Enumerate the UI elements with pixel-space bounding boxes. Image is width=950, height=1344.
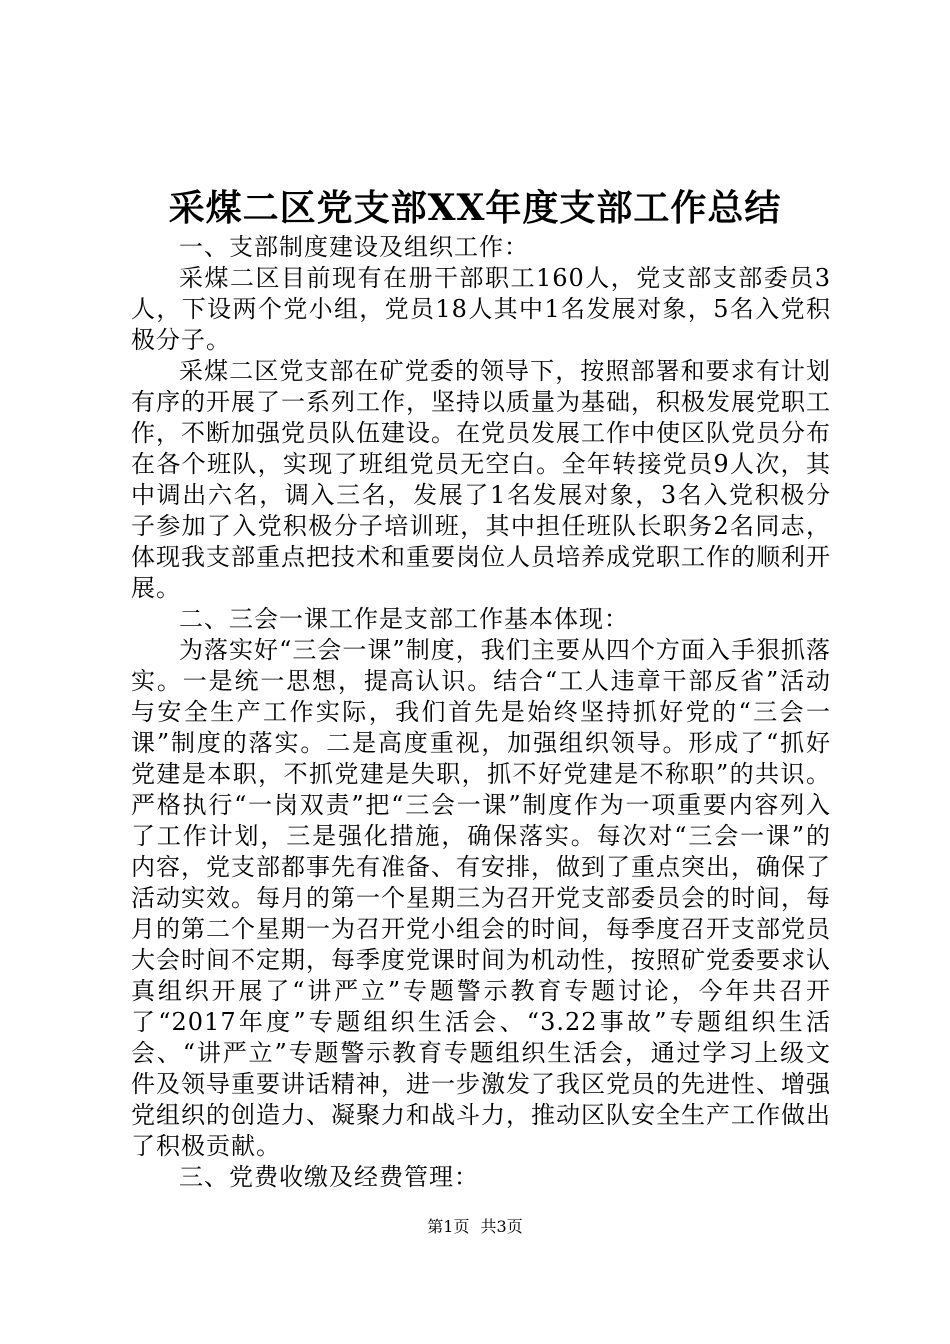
page-total: 共3页 bbox=[480, 1217, 523, 1236]
page-number: 第1页 bbox=[427, 1217, 470, 1236]
document-body bbox=[131, 232, 831, 1193]
paragraph-1-2: 采煤二区党支部在矿党委的领导下，按照部署和要求有计划有序的开展了一系列工作，坚持以质量为基础，积极发展党职工作，不断加强党员队伍建设。在党员发展工作中使区队党员分布在各个班队，实现了班组党员无空白。全年转接党员9人次，其中调出六名，调入三名，发展了1名发展对象，3名入党积极分子参加了入党积极分子培训班，其中担任班队长职务2名同志，体现我支部重点把技术和重要岗位人员培养成党职工作的顺利开展。 bbox=[131, 357, 831, 602]
paragraph-2-1: 为落实好“三会一课”制度，我们主要从四个方面入手狠抓落实。一是统一思想，提高认识。结合“工人违章干部反省”活动与安全生产工作实际，我们首先是始终坚持抓好党的“三会一课”制度的落实。二是高度重视，加强组织领导。形成了“抓好党建是本职，不抓党建是失职，抓不好党建是不称职”的共识。严格执行“一岗双责”把“三会一课”制度作为一项重要内容列入了工作计划，三是强化措施，确保落实。每次对“三会一课”的内容，党支部都事先有准备、有安排，做到了重点突出，确保了活动实效。每月的第一个星期三为召开党支部委员会的时间，每月的第二个星期一为召开党小组会的时间，每季度召开支部党员大会时间不定期，每季度党课时间为机动性，按照矿党委要求认真组织开展了“讲严立”专题警示教育专题讨论，今年共召开了“2017年度”专题组织生活会、“3.22事故”专题组织生活会、“讲严立”专题警示教育专题组织生活会，通过学习上级文件及领导重要讲话精神，进一步激发了我区党员的先进性、增强党组织的创造力、凝聚力和战斗力，推动区队安全生产工作做出了积极贡献。 bbox=[131, 636, 831, 1160]
page-footer bbox=[0, 1216, 950, 1238]
section-heading-1: 一、支部制度建设及组织工作： bbox=[179, 233, 529, 261]
section-heading-2: 二、三会一课工作是支部工作基本体现： bbox=[179, 605, 629, 633]
paragraph-1-1: 采煤二区目前现有在册干部职工160人，党支部支部委员3人，下设两个党小组，党员18人其中1名发展对象，5名入党积极分子。 bbox=[131, 264, 831, 354]
section-heading-3: 三、党费收缴及经费管理： bbox=[179, 1163, 479, 1191]
page-title: 采煤二区党支部XX年度支部工作总结 bbox=[168, 187, 782, 229]
